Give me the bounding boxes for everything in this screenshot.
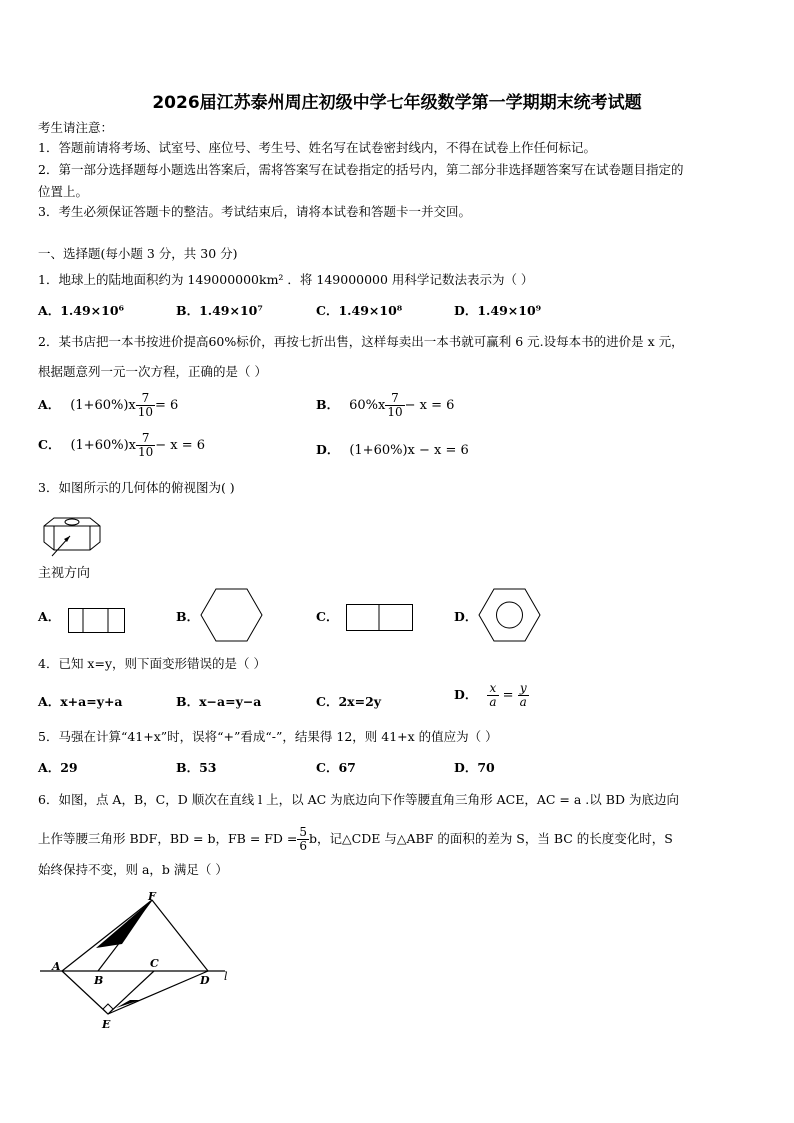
q4-option-b: B．x−a=y−a xyxy=(176,694,262,709)
q5-option-d: D．70 xyxy=(454,760,495,775)
question-3-stem: 3．如图所示的几何体的俯视图为( ) xyxy=(38,480,235,495)
q5-option-a: A．29 xyxy=(38,760,78,775)
q3-option-b-label: B． xyxy=(176,609,200,624)
q5-option-c: C．67 xyxy=(316,760,356,775)
label-a: A xyxy=(52,960,61,973)
label-e: E xyxy=(102,1018,111,1031)
expr-right: − x = 6 xyxy=(404,398,455,413)
fraction: $\frac{7}{10}$ xyxy=(137,391,154,419)
label-b: B xyxy=(94,974,104,987)
notice-heading: 考生请注意： xyxy=(38,120,114,135)
q2-option-c xyxy=(38,432,205,459)
q6-text-a: 上作等腰三角形 BDF，BD = b，FB = FD = xyxy=(38,831,298,846)
q3-option-d-label: D． xyxy=(454,609,478,624)
q3-option-d-hexagon-with-circle xyxy=(478,588,542,644)
q6-geometry-figure xyxy=(40,890,240,1035)
question-4-stem: 4．已知 x=y，则下面变形错误的是（ ） xyxy=(38,656,266,671)
question-6-line-3: 始终保持不变，则 a，b 满足（ ） xyxy=(38,862,228,877)
label-f: F xyxy=(148,890,156,903)
section-heading: 一、选择题(每小题 3 分，共 30 分) xyxy=(38,246,238,261)
notice-item-2: 2．第一部分选择题每小题选出答案后，需将答案写在试卷指定的括号内，第二部分非选择题答案写在试卷题目指定的 xyxy=(38,162,684,177)
q1-option-a: A．1.49×10⁶ xyxy=(38,303,124,318)
fraction-x-over-a: $\frac{x}{a}$ xyxy=(489,681,497,709)
question-2-stem-2: 根据题意列一元一次方程，正确的是（ ） xyxy=(38,364,267,379)
option-label: C． xyxy=(38,437,61,452)
q3-option-a-figure xyxy=(68,608,126,634)
q4-option-d: D． $\frac{x}{a}$ = $\frac{y}{a}$ xyxy=(454,681,527,709)
q1-option-c: C．1.49×10⁸ xyxy=(316,303,403,318)
fraction: $\frac{7}{10}$ xyxy=(138,431,154,459)
q4-option-a: A．x+a=y+a xyxy=(38,694,123,709)
q2-option-a xyxy=(38,392,178,419)
q1-option-b: B．1.49×10⁷ xyxy=(176,303,263,318)
expr-left: (1+60%)x xyxy=(70,438,136,453)
q5-option-b: B．53 xyxy=(176,760,217,775)
q2-option-b xyxy=(316,392,454,419)
fraction-5-6: $\frac{5}{6}$ xyxy=(299,825,308,853)
page-title: 2026届江苏泰州周庄初级中学七年级数学第一学期期末统考试题 xyxy=(152,93,642,113)
expr-left: (1+60%)x xyxy=(70,398,136,413)
fraction-y-over-a: $\frac{y}{a}$ xyxy=(519,681,527,709)
q6-text-b: b，记△CDE 与△ABF 的面积的差为 S，当 BC 的长度变化时，S xyxy=(309,831,673,846)
label-l: l xyxy=(224,970,228,983)
q3-option-a-label: A． xyxy=(38,609,61,624)
q3-option-c-figure xyxy=(346,604,414,632)
notice-item-2-cont: 位置上。 xyxy=(38,184,89,199)
question-1-stem: 1．地球上的陆地面积约为 149000000km² ．将 149000000 用科学记数法表示为（ ） xyxy=(38,272,534,287)
option-label: B． xyxy=(316,397,340,412)
fraction: $\frac{7}{10}$ xyxy=(387,391,403,419)
option-label: D． xyxy=(454,687,478,702)
q4-option-c: C．2x=2y xyxy=(316,694,382,709)
notice-item-1: 1．答题前请将考场、试室号、座位号、考生号、姓名写在试卷密封线内，不得在试卷上作任何标记。 xyxy=(38,140,596,155)
hex-nut-solid-figure xyxy=(38,514,108,564)
question-6-line-1: 6．如图，点 A，B，C，D 顺次在直线 l 上，以 AC 为底边向下作等腰直角三角形 ACE，AC = a .以 BD 为底边向 xyxy=(38,792,679,807)
option-label: D． xyxy=(316,442,340,457)
expr-right: − x = 6 xyxy=(155,438,206,453)
q3-option-b-hexagon xyxy=(200,588,264,644)
q3-option-c-label: C． xyxy=(316,609,339,624)
q2-option-d xyxy=(316,440,469,458)
label-c: C xyxy=(150,957,159,970)
view-direction-caption: 主视方向 xyxy=(38,566,91,581)
expr-right: = 6 xyxy=(155,398,179,413)
question-5-stem: 5．马强在计算“41+x”时，误将“+”看成“-”，结果得 12，则 41+x 的值应为（ ） xyxy=(38,729,498,744)
label-d: D xyxy=(200,974,210,987)
option-label: A． xyxy=(38,397,61,412)
q1-option-d: D．1.49×10⁹ xyxy=(454,303,542,318)
expr-left: 60%x xyxy=(349,398,386,413)
notice-item-3: 3．考生必须保证答题卡的整洁。考试结束后，请将本试卷和答题卡一并交回。 xyxy=(38,204,471,219)
shaded-region-upper xyxy=(96,900,152,948)
question-2-stem-1: 2．某书店把一本书按进价提高60%标价，再按七折出售，这样每卖出一本书就可赢利 6 元.设每本书的进价是 x 元， xyxy=(38,334,684,349)
expr: (1+60%)x − x = 6 xyxy=(349,443,469,458)
question-6-line-2 xyxy=(38,826,673,853)
